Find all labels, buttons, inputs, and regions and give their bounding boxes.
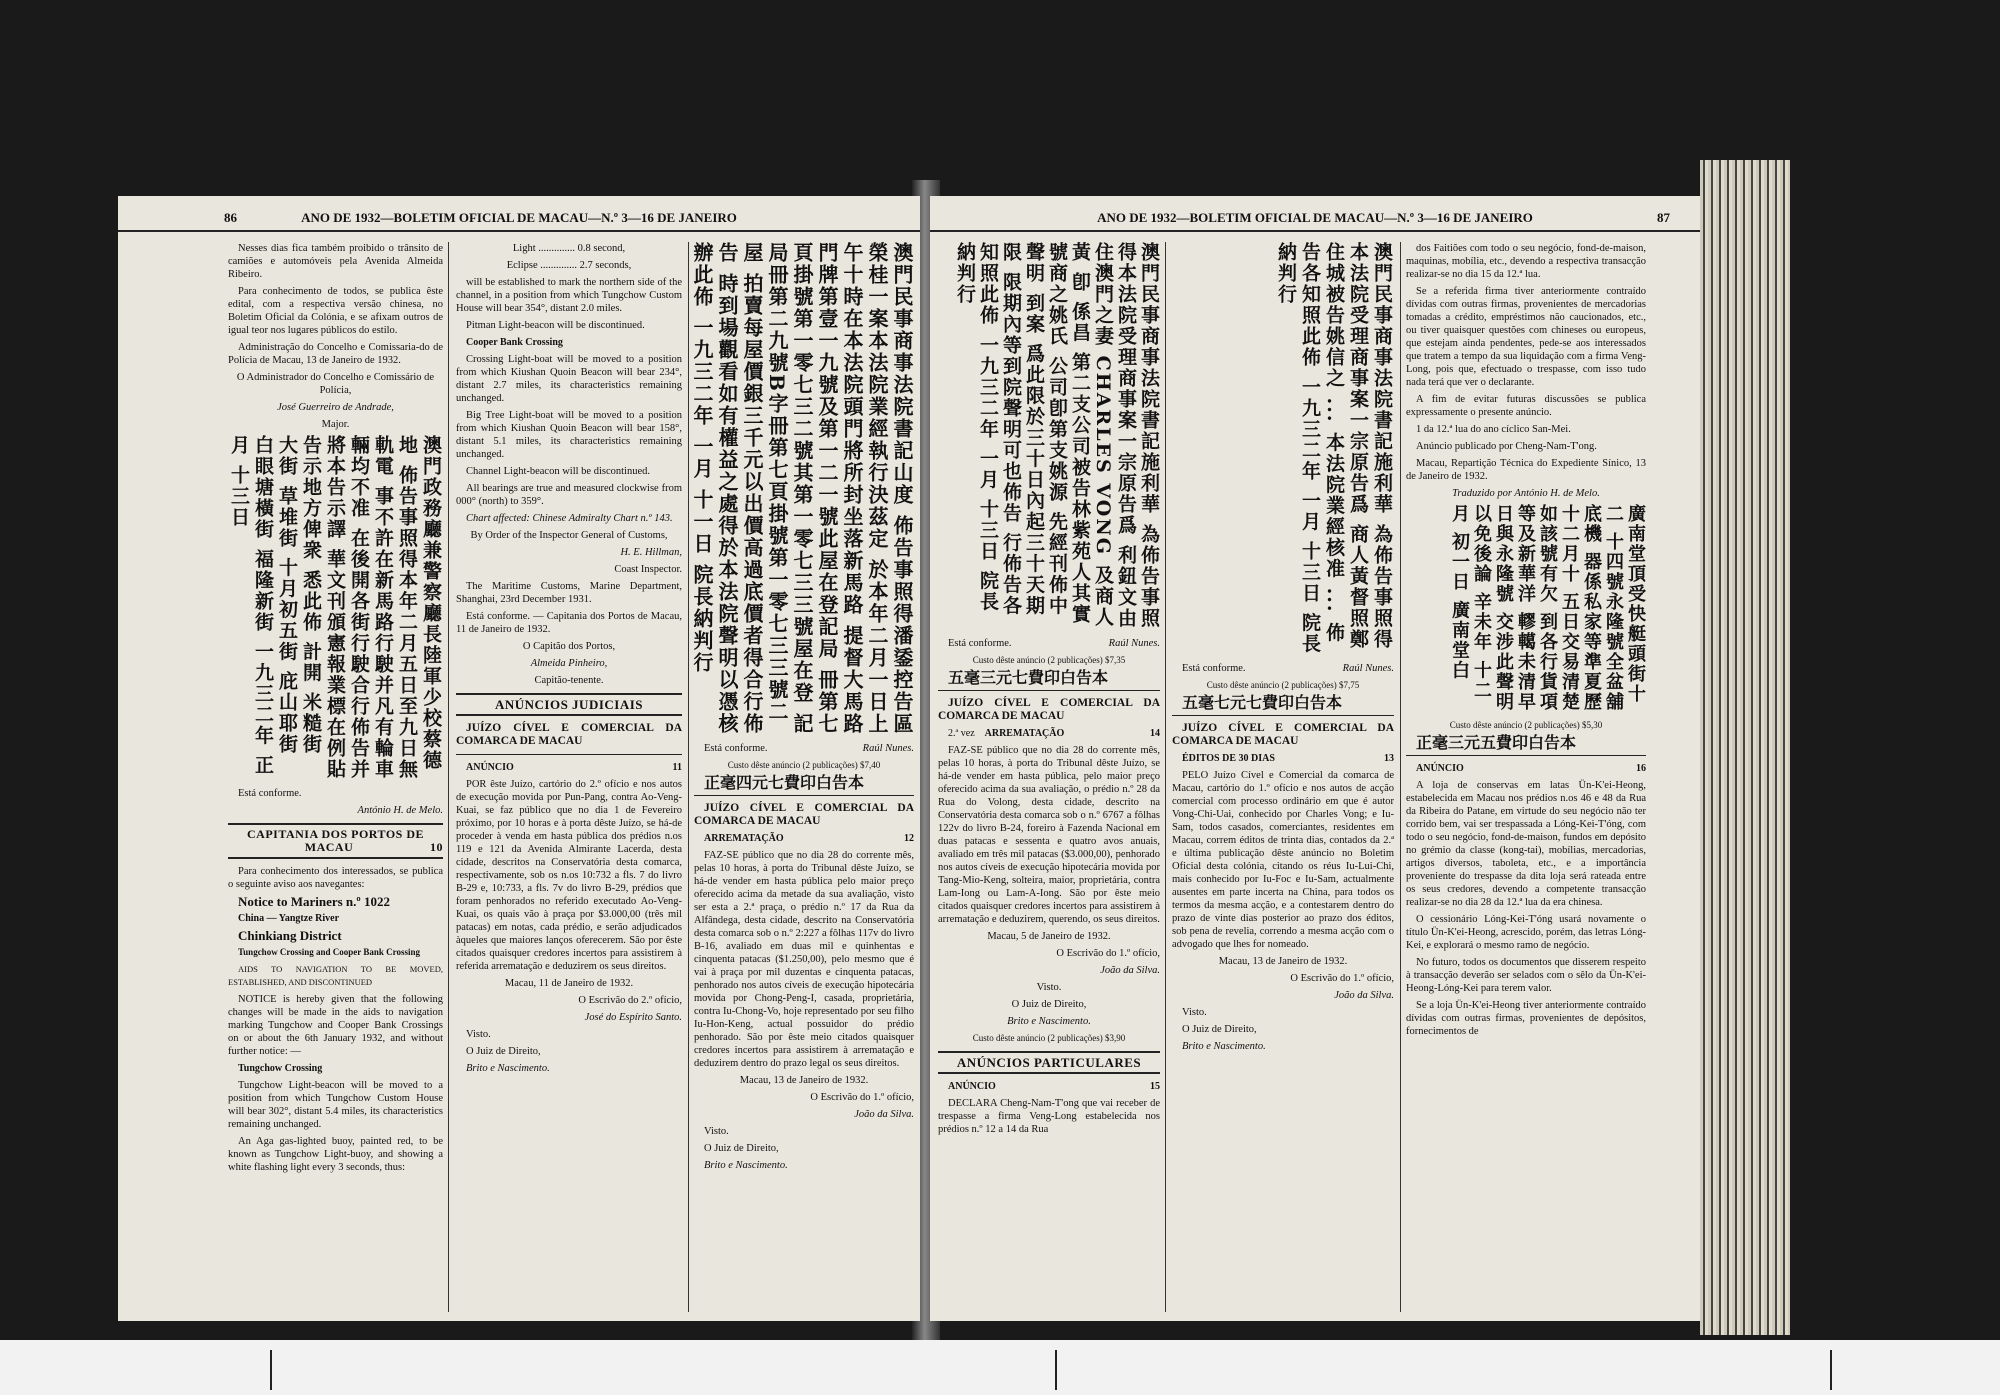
text-paragraph: Anúncio publicado por Cheng-Nam-T'ong.	[1416, 441, 1597, 452]
court-title: JUÍZO CÍVEL E COMERCIAL DA COMARCA DE MACAU	[938, 697, 1160, 722]
text-paragraph: Nesses dias fica também proibido o trânsito de camiões e automóveis pela Avenida Almeida Ribeiro.	[228, 243, 443, 280]
signature-rank: Capitão-tenente.	[534, 675, 604, 686]
text-paragraph: dos Faitiões com todo o seu negócio, fond-de-maison, maquinas, mobília, etc., devendo a respectiva transacção realizar-se no dia 15 da 12.ª lua.	[1406, 243, 1646, 280]
chinese-vertical-text: 澳門政務廳兼警察廳長陸軍少校蔡德地 佈告事照得本年二月五日至九日無軌電 事不許在新馬路行駛并凡有輪車輛均不准 在後開各街行駛合行佈告并將本告示譯 華文刊頒憲報業標在例貼告示地方俾衆 悉此佈 計開 米糙街 大街 草堆街 十月初五街 庇山耶街 白眼塘橫街 福隆新街 一九三二年 正月 十三日	[228, 435, 442, 780]
chinese-vertical-text: 澳門民事商事法院書記施利華 為佈告事照得本法院受理商事案一宗原告爲 商人黃督照鄭住城被告姚信之 ... 本法院業經核准 ... 佈告各知照此佈 一九三二年 一月 十三日 院長納判行	[1275, 242, 1393, 655]
signature-name: João da Silva.	[854, 1109, 914, 1120]
court-title: JUÍZO CÍVEL E COMERCIAL DA COMARCA DE MACAU	[456, 722, 682, 747]
text-paragraph: By Order of the Inspector General of Customs,	[470, 530, 668, 541]
left-col-3	[690, 242, 914, 1176]
signature-name: Brito e Nascimento.	[466, 1063, 550, 1074]
text-paragraph: A loja de conservas em latas Ün-K'ei-Heong, estabelecida em Macau nos prédios n.os 46 e 48 da Rua da Ribeira do Patane, em virtude do seu negócio não ter corrido bem, vai ser trespassada a Lóng-Kei-T'óng, com todo o seu negócio, fond-de-maison, fundos em depósito no grémio da classe (kong-tai), mobílias, mercadorias, artigos diversos, taboleta, etc., e a importância proveniente do trespasse da dita loja será rateada entre os seus credores, devendo a competente transacção realizar-se no dia 28 da 12.ª lua da era chinesa.	[1406, 780, 1646, 908]
right-col-3	[1406, 242, 1646, 1042]
text-paragraph: The Maritime Customs, Marine Department, Shanghai, 23rd December 1931.	[456, 581, 682, 605]
left-page-header	[118, 210, 920, 232]
text-paragraph: Tungchow Light-beacon will be moved to a position from which Tungchow Custom House will bear 302°, distant 5.4 miles, its characteristics remaining unchanged.	[228, 1080, 443, 1130]
subheading: Cooper Bank Crossing	[466, 337, 563, 348]
right-header-title: ANO DE 1932—BOLETIM OFICIAL DE MACAU—N.º 3—16 DE JANEIRO	[1097, 210, 1533, 225]
chinese-cost-line: 正毫四元七費印白告本	[704, 773, 865, 792]
signature-title: O Escrivão do 2.º ofício,	[578, 995, 682, 1006]
text-paragraph: PELO Juízo Cível e Comercial da comarca de Macau, cartório do 1.º ofício e nos autos de acção comercial com processo ordinário em que é autor Vong-Chi-Uai, conhecido por Charles Vong; e Iu-Sam, todos casados, comerciantes, residentes em Macau, correm éditos de trinta dias, contados da 2.ª e última publicação dêste anúncio no Boletim Oficial desta colónia, citando os réus Iu-Lui-Chi, mais conhecido por Iu-Foc e Iu-Sam, actualmente ausentes em parte incerta na China, para todos os termos da mesma acção, e a contestarem dentro do prazo de vinte dias posterior ao prazo dos éditos, sob pena de revelia, correndo a mesma acção com o advogado que lhes for nomeado.	[1172, 770, 1394, 950]
text-paragraph: Para conhecimento de todos, se publica êste edital, com a respectiva versão chinesa, no Boletim Oficial da Colónia, e se afixam outros de igual teor nos lugares públicos do estilo.	[228, 286, 443, 336]
right-col-2	[1172, 242, 1394, 1057]
signature-name: Almeida Pinheiro,	[530, 658, 608, 669]
chinese-cost-line: 正毫三元五費印白告本	[1416, 733, 1577, 752]
right-page-header	[930, 210, 1700, 232]
date-line: Macau, 11 de Janeiro de 1932.	[504, 978, 634, 989]
notice-aids: AIDS TO NAVIGATION TO BE MOVED, ESTABLISHED, AND DISCONTINUED	[228, 964, 443, 987]
cost-line: Custo dêste anúncio (2 publicações) $7,35	[972, 655, 1126, 665]
right-page-number: 87	[1657, 210, 1670, 225]
text-line: Light .............. 0.8 second,	[512, 243, 626, 254]
signature-title: O Capitão dos Portos,	[522, 641, 616, 652]
text-paragraph: All bearings are true and measured clockwise from 000° (north) to 359°.	[456, 483, 682, 507]
text-paragraph: Está conforme. — Capitania dos Portos de Macau, 11 de Janeiro de 1932.	[456, 611, 682, 635]
text-paragraph: 1 da 12.ª lua do ano cíclico San-Mei.	[1416, 424, 1571, 435]
cost-line: Custo dêste anúncio (2 publicações) $7,75	[1206, 680, 1360, 690]
visto: Visto.	[1036, 982, 1062, 993]
text-paragraph: O cessionário Lóng-Kei-T'óng usará novamente o título Ün-K'ei-Heong, acrescido, porém, das letras Lóng-Kei, e explorará o mesmo ramo de negócio.	[1406, 914, 1646, 951]
text-paragraph: Crossing Light-boat will be moved to a position from which Kiushan Quoin Beacon will bear 234°, distant 2.7 miles, its characteristics remaining unchanged.	[456, 354, 682, 404]
cost-line: Custo dêste anúncio (2 publicações) $7,40	[727, 760, 881, 770]
chinese-vertical-text: 澳門民事商事法院書記施利華 為佈告事照得本法院受理商事案一宗原告爲 利鈕文由住澳門之妻 CHARLES VONG 及商人黃 卽 係昌 第二支公司被告林紫苑人其實號商之姚氏 公司卽第支姚源 先經刊佈中聲明 到案 爲此限於三十日內起三十天期限 限期內等到院聲明可也佈告 行佈告各 知照此佈 一九三二年 一月 十三日 院長納判行	[954, 242, 1160, 629]
signature-title: O Juiz de Direito,	[1011, 999, 1087, 1010]
right-page	[930, 196, 1700, 1321]
announcement-label: ARREMATAÇÃO 12	[704, 833, 914, 844]
signature-name: José do Espírito Santo.	[584, 1012, 682, 1023]
text-paragraph: Chart affected: Chinese Admiralty Chart n.º 143.	[466, 513, 673, 524]
text-paragraph: Para conhecimento dos interessados, se publica o seguinte aviso aos navegantes:	[228, 866, 443, 890]
visto: Visto.	[466, 1029, 491, 1040]
signature-name: José Guerreiro de Andrade,	[277, 402, 394, 413]
translator-signature: António H. de Melo.	[357, 805, 443, 816]
announcement-label: ÉDITOS DE 30 DIAS 13	[1182, 753, 1394, 764]
cost-line: Custo dêste anúncio (2 publicações) $5,30	[1449, 720, 1603, 730]
court-title: JUÍZO CÍVEL E COMERCIAL DA COMARCA DE MACAU	[1172, 722, 1394, 747]
left-page-number: 86	[224, 210, 237, 225]
section-title: ANÚNCIOS PARTICULARES	[938, 1051, 1160, 1074]
signature-title: O Juiz de Direito,	[704, 1143, 779, 1154]
section-title: ANÚNCIOS JUDICIAIS	[456, 693, 682, 716]
left-header-title: ANO DE 1932—BOLETIM OFICIAL DE MACAU—N.º 3—16 DE JANEIRO	[301, 210, 737, 225]
chinese-notice-block	[1406, 504, 1646, 719]
cost-line: Custo dêste anúncio (2 publicações) $3,90	[972, 1033, 1126, 1043]
text-paragraph: Se a loja Ün-K'ei-Heong tiver anteriormente contraído dívidas com outras firmas, provenientes de depósitos, fornecimentos de	[1406, 1000, 1646, 1037]
signature-name: Brito e Nascimento.	[1007, 1016, 1091, 1027]
chinese-notice-block	[1172, 242, 1394, 662]
text-paragraph: Big Tree Light-boat will be moved to a position from which Kiushan Quoin Beacon will bear 158°, distant 5.1 miles, its characteristics remaining unchanged.	[456, 410, 682, 460]
chinese-notice-block	[690, 242, 914, 742]
chinese-vertical-text: 澳門民事商事法院書記山度 佈告事照得潘鋈控告區榮桂一案本法院業經執行決茲定 於本年二月一日上午十時在本法院頭門將所封坐落新馬路 提督大馬路門牌第壹一九號及第一二一號此屋在登記局 冊第七頁掛號第一零七三二號其第一零七三三號屋在登 記局冊第二九號B字冊第七頁掛號第一零七三三號二屋 拍賣每屋價銀三千元以出價高過底價者得合行佈告 時到場觀看如有權益之處得於本法院聲明以憑核辦此佈 一九三二年 一月 十一日 院長納判行	[690, 242, 914, 735]
text-paragraph: NOTICE is hereby given that the following changes will be made in the aids to navigation marking Tungchow and Cooper Bank Crossings on or about the 6th January 1932, and without further notice: —	[228, 994, 443, 1057]
notice-district: Chinkiang District	[238, 928, 342, 943]
text-paragraph: POR êste Juízo, cartório do 2.º ofício e nos autos de execução movida por Pun-Pang, contra Ao-Veng-Kuai, se faz público que no dia 1 de Fevereiro próximo, por 10 horas e à porta dêste Juízo, se há-de proceder à venda em hasta pública dos prédios n.os 119 e 121 da Avenida Almirante Lacerda, desta cidade, descritos na Conservatória desta comarca, respectivamente, sob os n.os 10:732 a fls. 7 do livro B-29 e, 10:733, a fls. 7v do livro B-29, prédios que foram penhorados no referido executado Ao-Veng-Kuai, os quais vão à praça por $3.000,00 (três mil patacas) em notas, cada prédio, e serão adjudicados àqueles que maiores lanços oferecerem. São por êste citados quaisquer credores incertos para assistirem à referida arrematação e deduzirem os seus direitos.	[456, 779, 682, 972]
date-line: Macau, 13 de Janeiro de 1932.	[1218, 956, 1348, 967]
signature-title: O Administrador do Concelho e Comissário de Polícia,	[236, 372, 435, 396]
signature-title: O Escrivão do 1.º ofício,	[810, 1092, 914, 1103]
notice-title: Notice to Mariners n.º 1022	[238, 894, 390, 909]
section-title: CAPITANIA DOS PORTOS DE MACAU 10	[228, 823, 443, 859]
right-col-1	[938, 242, 1160, 1140]
text-paragraph: FAZ-SE público que no dia 28 do corrente mês, pelas 10 horas, à porta do Tribunal dêste Juízo, se há-de vender em hasta pública pelo maior preço oferecido acima da metade da sua avaliação, visto ser esta a 2.ª praça, o prédio n.º 17 da Rua da Alfândega, desta cidade, descrito na Conservatória desta comarca sob o n.º 2:227 a fôlhas 117v do livro B-16, avaliado em duas mil e quinhentas e cinquenta patacas ($1.250,00), pelo mesmo que é vai à praça por mil duzentas e cinquenta patacas, penhorado nos autos cíveis de execução hipotecária movida por Chong-Peng-I, casada, proprietária, contra Iu-Chong-Vo, hoje representado por seu filho Iu-Hon-Keng, actual possuidor do prédio penhorado. São por êste meio citados quaisquer credores incertos para assistirem à arrematação e deduzirem dentro do prazo legal os seus direitos.	[694, 850, 914, 1069]
announcement-label: ANÚNCIO 15	[948, 1081, 1160, 1092]
signature-title: O Juiz de Direito,	[1182, 1024, 1257, 1035]
visto: Visto.	[1182, 1007, 1207, 1018]
esta-conforme: Está conforme. Raúl Nunes.	[1182, 663, 1394, 674]
date-line: Macau, 13 de Janeiro de 1932.	[739, 1075, 869, 1086]
signature-name: Brito e Nascimento.	[704, 1160, 788, 1171]
subheading: Tungchow Crossing	[238, 1063, 323, 1074]
signature-name: João da Silva.	[1334, 990, 1394, 1001]
notice-crossing: Tungchow Crossing and Cooper Bank Crossing	[238, 947, 420, 957]
announcement-label: ANÚNCIO 16	[1416, 763, 1646, 774]
esta-conforme: Está conforme. Raúl Nunes.	[948, 638, 1160, 649]
text-paragraph: Administração do Concelho e Comissaria-do de Polícia de Macau, 13 de Janeiro de 1932.	[228, 342, 443, 366]
chinese-notice-block	[228, 435, 443, 787]
chinese-notice-block	[938, 242, 1160, 637]
text-paragraph: Pitman Light-beacon will be discontinued.	[466, 320, 645, 331]
signature-rank: Coast Inspector.	[614, 564, 682, 575]
text-paragraph: FAZ-SE público que no dia 28 do corrente mês, pelas 10 horas, à porta do Tribunal dêste Juízo, se há-de vender em hasta pública, pelo maior preço oferecido acima da sua avaliação, o prédio n.º 28 da Rua do Volong, desta cidade, descrito na Conservatória desta comarca sob o n.º 6767 a fôlhas 122v do livro B-24, foreiro à Fazenda Nacional em duas patacas e sessenta e quatro avos anuais, avaliado em três mil patacas ($3.000,00), penhorado nos autos cíveis de execução hipotecária movida por Tang-Mio-Keng, solteira, maior, proprietária, contra Lam-Iong ou Lam-A-Iong. São por êste meio citados quaisquer credores incertos para assistirem à arrematação e deduzirem, querendo, os seus direitos.	[938, 745, 1160, 925]
left-page	[118, 196, 920, 1321]
text-paragraph: Macau, Repartição Técnica do Expediente Sínico, 13 de Janeiro de 1932.	[1406, 458, 1646, 482]
text-paragraph: will be established to mark the northern side of the channel, in a position from which Tungchow Custom House will bear 354°, distant 2.0 miles.	[456, 277, 682, 314]
announcement-label: ANÚNCIO 11	[466, 762, 682, 773]
text-paragraph: DECLARA Cheng-Nam-T'ong que vai receber de trespasse a firma Veng-Long estabelecida nos prédios n.º 12 a 14 da Rua	[938, 1098, 1160, 1135]
left-col-1	[228, 242, 443, 1178]
text-paragraph: No futuro, todos os documentos que disserem respeito à transacção deverão ser selados com o sêlo da Ün-K'ei-Heong-Lóng-Kei para terem valor.	[1406, 957, 1646, 994]
page-edges	[1700, 160, 1790, 1335]
esta-conforme: Está conforme. Raúl Nunes.	[704, 743, 914, 754]
signature-name: João da Silva.	[1100, 965, 1160, 976]
signature-title: O Escrivão do 1.º ofício,	[1290, 973, 1394, 984]
translator-line: Traduzido por António H. de Melo.	[1452, 488, 1600, 499]
visto: Visto.	[704, 1126, 729, 1137]
text-paragraph: Channel Light-beacon will be discontinued.	[466, 466, 650, 477]
date-line: Macau, 5 de Janeiro de 1932.	[987, 931, 1111, 942]
esta-conforme: Está conforme.	[238, 788, 302, 799]
announcement-label: 2.ª vez ARREMATAÇÃO 14	[948, 728, 1160, 739]
text-paragraph: Se a referida firma tiver anteriormente contraído dívidas com outras firmas, provenientes de mercadorias tomadas a crédito, empréstimos não caucionados, etc., ou tiver quaisquer questões com chineses ou europeus, que estejam ainda pendentes, pede-se aos interessados que tratem a tempo da sua liquidação com a firma Veng-Long, pois que, efectuado o trespasse, com isso tudo nada terá que ver o declarante.	[1406, 286, 1646, 388]
text-line: Eclipse .............. 2.7 seconds,	[506, 260, 632, 271]
scan-footer-strip	[0, 1340, 2000, 1395]
chinese-vertical-text: 廣南堂頂受快艇頭街十二 十四號永隆號全盆舖底機 器係私家等準夏歷十二月十 五日交易清楚如該號有欠 到各行貨項等及新華洋 轇轕未清早日與永隆號 交涉此聲明以免後論 辛未年 十二月 初一日 廣南堂白	[1449, 504, 1646, 713]
signature-rank: Major.	[321, 419, 350, 430]
signature-title: O Juiz de Direito,	[466, 1046, 541, 1057]
notice-region: China — Yangtze River	[238, 913, 340, 924]
text-paragraph: A fim de evitar futuras discussões se publica expressamente o presente anúncio.	[1406, 394, 1646, 418]
signature-name: H. E. Hillman,	[620, 547, 682, 558]
signature-title: O Escrivão do 1.º ofício,	[1056, 948, 1160, 959]
court-title: JUÍZO CÍVEL E COMERCIAL DA COMARCA DE MACAU	[694, 802, 914, 827]
chinese-cost-line: 五毫七元七費印白告本	[1182, 693, 1343, 712]
left-col-2	[456, 242, 682, 1079]
chinese-cost-line: 五毫三元七費印白告本	[948, 668, 1109, 687]
signature-name: Brito e Nascimento.	[1182, 1041, 1266, 1052]
text-paragraph: An Aga gas-lighted buoy, painted red, to be known as Tungchow Light-buoy, and showing a white flashing light every 3 seconds, thus:	[228, 1136, 443, 1173]
